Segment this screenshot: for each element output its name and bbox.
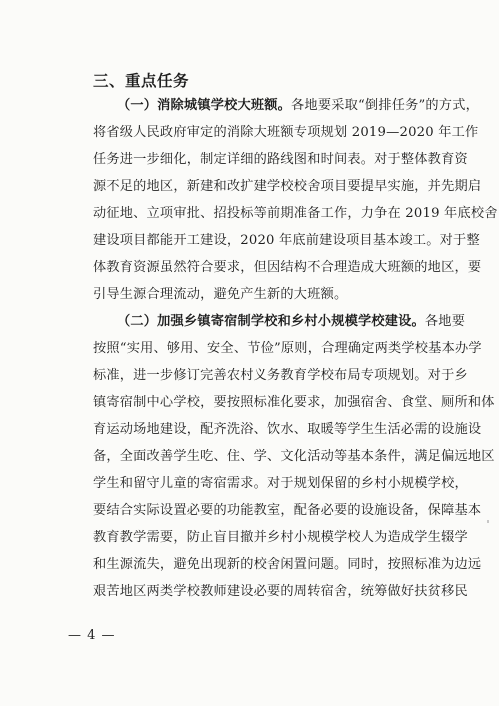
paragraph-1-line-1 xyxy=(117,97,479,115)
page-number: — 4 — xyxy=(68,628,116,643)
section-1-title: （一）消除城镇学校大班额。 xyxy=(117,98,292,113)
paragraph-2-line: 镇寄宿制中心学校，要按照标准化要求，加强宿舍、食堂、厕所和体 xyxy=(93,395,495,410)
paragraph-1-line: 体教育资源虽然符合要求，但因结构不合理造成大班额的地区，要 xyxy=(93,260,482,275)
paragraph-2-line: 标准，进一步修订完善农村义务教育学校布局专项规划。对于乡 xyxy=(93,368,468,383)
paragraph-2-line: 备，全面改善学生吃、住、学、文化活动等基本条件，满足偏远地区 xyxy=(93,449,495,464)
paragraph-2-line: 育运动场地建设，配齐洗浴、饮水、取暖等学生生活必需的设施设 xyxy=(93,422,482,437)
paragraph-2-line: 教育教学需要，防止盲目撤并乡村小规模学校人为造成学生辍学 xyxy=(93,530,468,545)
section-2-title: （二）加强乡镇寄宿制学校和乡村小规模学校建设。 xyxy=(117,314,425,329)
paragraph-2-line: 学生和留守儿童的寄宿需求。对于规划保留的乡村小规模学校， xyxy=(93,476,468,491)
paragraph-2-text: 各地要 xyxy=(424,314,466,329)
paragraph-1-line: 任务进一步细化，制定详细的路线图和时间表。对于整体教育资 xyxy=(93,152,468,167)
paragraph-1-text: 各地要采取“倒排任务”的方式， xyxy=(291,98,479,113)
paragraph-2-line: 按照“实用、够用、安全、节俭”原则，合理确定两类学校基本办学 xyxy=(93,341,482,356)
paragraph-1-line: 将省级人民政府审定的消除大班额专项规划 2019—2020 年工作 xyxy=(93,125,479,140)
paragraph-2-line: 和生源流失，避免出现新的校舍闲置问题。同时，按照标准为边远 xyxy=(93,557,482,572)
paragraph-1-line: 建设项目都能开工建设，2020 年底前建设项目基本竣工。对于整 xyxy=(93,233,480,248)
paragraph-1-line: 源不足的地区，新建和改扩建学校校舍项目要提早实施，并先期启 xyxy=(93,179,482,194)
paragraph-2-line: 艰苦地区两类学校教师建设必要的周转宿舍，统筹做好扶贫移民 xyxy=(93,584,468,599)
paragraph-2-line-1 xyxy=(117,313,466,331)
paragraph-1-line: 引导生源合理流动，避免产生新的大班额。 xyxy=(93,287,348,302)
section-heading: 三、重点任务 xyxy=(93,72,190,90)
paragraph-1-line: 动征地、立项审批、招投标等前期准备工作，力争在 2019 年底校舍 xyxy=(93,206,498,221)
paragraph-2-line: 要结合实际设置必要的功能教室，配备必要的设施设备，保障基本 xyxy=(93,503,482,518)
scan-speck xyxy=(487,520,489,523)
